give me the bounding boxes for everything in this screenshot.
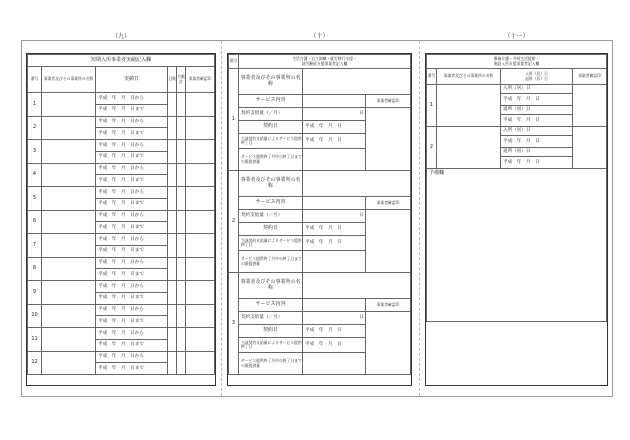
col-number: 番号	[427, 69, 437, 85]
end-date-label: 当該契約支給量によるサービス提供終了日	[239, 338, 303, 353]
contract-amount-field[interactable]: 日	[303, 312, 366, 325]
provided-amount-label: サービス提供終了月中の終了日までの既提供量	[239, 353, 303, 375]
date-to-field[interactable]: 平成 年 月 日まで	[96, 104, 168, 116]
end-date-field[interactable]: 平成 年 月 日	[303, 236, 366, 251]
heading-line-2: 施設入所支援事業者記入欄	[493, 60, 540, 66]
col-number: 番号	[229, 55, 239, 69]
short-stay-heading: 短期入所事業者実績記入欄	[28, 55, 215, 67]
contract-amount-label: 契約支給量（／月）	[239, 108, 303, 121]
date-to-field[interactable]: 平成 年 月 日まで	[96, 222, 168, 234]
residential-frame	[425, 53, 608, 386]
stamp-field[interactable]	[186, 351, 215, 375]
daily-field[interactable]	[177, 281, 186, 305]
date-to-field[interactable]: 平成 年 月 日まで	[96, 339, 168, 351]
table-row	[28, 210, 215, 222]
in-date-label: 入所（居）日	[501, 127, 573, 136]
days-field[interactable]	[168, 281, 177, 305]
row-number: 9	[28, 281, 42, 305]
date-to-field[interactable]: 平成 年 月 日まで	[96, 269, 168, 281]
days-field[interactable]	[168, 351, 177, 375]
daily-activity-frame	[227, 53, 412, 386]
col-out-date: 退所（居）日	[525, 75, 548, 81]
provider-field[interactable]	[42, 304, 96, 328]
service-label: サービス内容	[239, 197, 303, 210]
out-date-label: 退所（居）日	[501, 106, 573, 115]
date-from-field[interactable]: 平成 年 月 日から	[96, 304, 168, 316]
provided-amount-field[interactable]	[303, 251, 366, 273]
table-row	[28, 116, 215, 128]
table-row	[28, 257, 215, 269]
days-field[interactable]	[168, 210, 177, 234]
table-row	[28, 140, 215, 152]
row-number: 5	[28, 187, 42, 211]
table-row	[229, 69, 411, 95]
panel-number: （十一）	[504, 33, 529, 40]
contract-date-label: 契約日	[239, 121, 303, 134]
daily-activity-table	[228, 54, 411, 375]
row-number: 7	[28, 234, 42, 258]
daily-field[interactable]	[177, 140, 186, 164]
out-date-field[interactable]: 平成 年 月 日	[501, 157, 573, 169]
date-to-field[interactable]: 平成 年 月 日まで	[96, 128, 168, 140]
contract-amount-field[interactable]: 日	[303, 210, 366, 223]
table-row	[229, 171, 411, 197]
row-number: 2	[28, 116, 42, 140]
block-number: 3	[229, 273, 239, 375]
daily-field[interactable]	[177, 116, 186, 140]
stamp-field[interactable]	[186, 328, 215, 352]
contract-date-field[interactable]: 平成 年 月 日	[303, 325, 366, 338]
date-from-field[interactable]: 平成 年 月 日から	[96, 93, 168, 105]
provider-field[interactable]	[42, 163, 96, 187]
row-number: 6	[28, 210, 42, 234]
daily-field[interactable]	[177, 257, 186, 281]
provider-field[interactable]	[303, 273, 411, 299]
date-from-field[interactable]: 平成 年 月 日から	[96, 163, 168, 175]
service-label: サービス内容	[239, 299, 303, 312]
panel-daily-activity	[227, 33, 412, 396]
note-field[interactable]: 予備欄	[427, 169, 607, 322]
contract-amount-label: 契約支給量（／月）	[239, 210, 303, 223]
end-date-label: 当該契約支給量によるサービス提供終了日	[239, 134, 303, 149]
table-row	[229, 312, 411, 325]
provided-amount-label: サービス提供終了月中の終了日までの既提供量	[239, 149, 303, 171]
table-row	[28, 304, 215, 316]
table-row	[28, 163, 215, 175]
contract-amount-field[interactable]: 日	[303, 108, 366, 121]
days-field[interactable]	[168, 140, 177, 164]
provided-amount-field[interactable]	[303, 149, 366, 171]
provider-field[interactable]	[42, 281, 96, 305]
short-stay-frame	[26, 53, 216, 386]
certificate-sheet	[21, 33, 613, 397]
table-row	[28, 281, 215, 293]
provider-field[interactable]	[42, 210, 96, 234]
days-field[interactable]	[168, 187, 177, 211]
col-number: 番号	[28, 67, 42, 93]
table-row	[427, 127, 607, 136]
end-date-label: 当該契約支給量によるサービス提供終了日	[239, 236, 303, 251]
daily-activity-heading	[239, 55, 411, 69]
stamp-field[interactable]	[186, 187, 215, 211]
table-row	[229, 108, 411, 121]
daily-field[interactable]	[177, 210, 186, 234]
fold-line	[419, 41, 420, 396]
block-number: 2	[427, 127, 437, 169]
panel-number: （九）	[111, 33, 130, 40]
table-row	[28, 351, 215, 363]
stamp-field[interactable]	[366, 312, 411, 375]
provider-label: 事業者及びその事業所の名称	[239, 69, 303, 95]
residential-table	[426, 54, 607, 322]
contract-date-field[interactable]: 平成 年 月 日	[303, 223, 366, 236]
in-date-field[interactable]: 平成 年 月 日	[501, 94, 573, 106]
service-label: サービス内容	[239, 95, 303, 108]
short-stay-table	[27, 54, 215, 375]
stamp-field[interactable]	[186, 163, 215, 187]
table-row	[229, 299, 411, 312]
stamp-field[interactable]	[186, 257, 215, 281]
date-to-field[interactable]: 平成 年 月 日まで	[96, 316, 168, 328]
stamp-label: 事業者確認印	[366, 95, 411, 108]
daily-field[interactable]	[177, 187, 186, 211]
contract-date-field[interactable]: 平成 年 月 日	[303, 121, 366, 134]
table-row	[28, 234, 215, 246]
in-date-label: 入所（居）日	[501, 85, 573, 94]
days-field[interactable]	[168, 328, 177, 352]
contract-amount-label: 契約支給量（／月）	[239, 312, 303, 325]
stamp-field[interactable]	[573, 85, 607, 127]
date-from-field[interactable]: 平成 年 月 日から	[96, 140, 168, 152]
provider-field[interactable]	[42, 93, 96, 117]
table-row	[28, 187, 215, 199]
stamp-field[interactable]	[186, 234, 215, 258]
date-from-field[interactable]: 平成 年 月 日から	[96, 351, 168, 363]
date-to-field[interactable]: 平成 年 月 日まで	[96, 245, 168, 257]
end-date-field[interactable]: 平成 年 月 日	[303, 338, 366, 353]
panel-residential	[425, 33, 608, 396]
provider-field[interactable]	[437, 85, 501, 127]
col-dates	[501, 69, 573, 85]
stamp-field[interactable]	[366, 108, 411, 171]
provider-field[interactable]	[42, 116, 96, 140]
col-days: 日数	[168, 67, 177, 93]
block-number: 1	[427, 85, 437, 127]
block-number: 1	[229, 69, 239, 171]
date-to-field[interactable]: 平成 年 月 日まで	[96, 175, 168, 187]
block-number: 2	[229, 171, 239, 273]
stamp-field[interactable]	[366, 210, 411, 273]
date-from-field[interactable]: 平成 年 月 日から	[96, 257, 168, 269]
col-provider: 事業者及びその事業所の名称	[42, 67, 96, 93]
table-row	[229, 197, 411, 210]
panel-short-stay	[26, 33, 216, 396]
provided-amount-label: サービス提供終了月中の終了日までの既提供量	[239, 251, 303, 273]
daily-field[interactable]	[177, 351, 186, 375]
stamp-field[interactable]	[186, 93, 215, 117]
table-row	[229, 210, 411, 223]
days-field[interactable]	[168, 116, 177, 140]
col-daily: 月累計	[177, 67, 186, 93]
table-row	[229, 95, 411, 108]
provider-field[interactable]	[42, 257, 96, 281]
row-number: 10	[28, 304, 42, 328]
stamp-field[interactable]	[186, 140, 215, 164]
row-number: 3	[28, 140, 42, 164]
date-to-field[interactable]: 平成 年 月 日まで	[96, 363, 168, 375]
col-provider: 事業者及びその事業所の名称	[437, 69, 501, 85]
date-from-field[interactable]: 平成 年 月 日から	[96, 116, 168, 128]
row-number: 11	[28, 328, 42, 352]
provider-field[interactable]	[42, 234, 96, 258]
provider-label: 事業者及びその事業所の名称	[239, 273, 303, 299]
contract-date-label: 契約日	[239, 223, 303, 236]
date-from-field[interactable]: 平成 年 月 日から	[96, 187, 168, 199]
end-date-field[interactable]: 平成 年 月 日	[303, 134, 366, 149]
table-row	[427, 85, 607, 94]
daily-field[interactable]	[177, 163, 186, 187]
col-stamp: 事業者確認印	[573, 69, 607, 85]
table-row	[28, 328, 215, 340]
provider-field[interactable]	[437, 127, 501, 169]
heading-line-1: 療養介護・共同生活援助・	[493, 56, 540, 62]
service-field[interactable]	[303, 95, 366, 108]
stamp-label: 事業者確認印	[366, 197, 411, 210]
stamp-label: 事業者確認印	[366, 299, 411, 312]
date-to-field[interactable]: 平成 年 月 日まで	[96, 292, 168, 304]
heading-line-2: 就労継続支援事業者記入欄	[301, 60, 348, 66]
stamp-field[interactable]	[186, 116, 215, 140]
table-row	[28, 93, 215, 105]
row-number: 4	[28, 163, 42, 187]
date-to-field[interactable]: 平成 年 月 日まで	[96, 151, 168, 163]
service-field[interactable]	[303, 197, 366, 210]
col-stamp: 事業者確認印	[186, 67, 215, 93]
stamp-field[interactable]	[573, 127, 607, 169]
date-to-field[interactable]: 平成 年 月 日まで	[96, 198, 168, 210]
out-date-label: 退所（居）日	[501, 148, 573, 157]
provider-field[interactable]	[42, 351, 96, 375]
date-from-field[interactable]: 平成 年 月 日から	[96, 234, 168, 246]
table-row	[229, 273, 411, 299]
date-from-field[interactable]: 平成 年 月 日から	[96, 328, 168, 340]
days-field[interactable]	[168, 304, 177, 328]
col-in-date: 入所（居）日	[525, 71, 548, 77]
provider-field[interactable]	[303, 171, 411, 197]
daily-field[interactable]	[177, 304, 186, 328]
contract-date-label: 契約日	[239, 325, 303, 338]
provided-amount-field[interactable]	[303, 353, 366, 375]
days-field[interactable]	[168, 257, 177, 281]
provider-label: 事業者及びその事業所の名称	[239, 171, 303, 197]
row-number: 1	[28, 93, 42, 117]
stamp-field[interactable]	[186, 304, 215, 328]
provider-field[interactable]	[42, 187, 96, 211]
heading-line-1: 生活介護・自立訓練・就労移行支援・	[292, 56, 357, 62]
provider-field[interactable]	[42, 328, 96, 352]
stamp-field[interactable]	[186, 210, 215, 234]
daily-field[interactable]	[177, 234, 186, 258]
days-field[interactable]	[168, 163, 177, 187]
days-field[interactable]	[168, 93, 177, 117]
fold-line	[221, 41, 222, 396]
row-number: 12	[28, 351, 42, 375]
service-field[interactable]	[303, 299, 366, 312]
row-number: 8	[28, 257, 42, 281]
residential-heading	[427, 55, 607, 69]
in-date-field[interactable]: 平成 年 月 日	[501, 136, 573, 148]
provider-field[interactable]	[303, 69, 411, 95]
panel-number: （十）	[310, 33, 329, 40]
stamp-field[interactable]	[186, 281, 215, 305]
daily-field[interactable]	[177, 328, 186, 352]
days-field[interactable]	[168, 234, 177, 258]
provider-field[interactable]	[42, 140, 96, 164]
col-period: 実績日	[96, 67, 168, 93]
date-from-field[interactable]: 平成 年 月 日から	[96, 210, 168, 222]
daily-field[interactable]	[177, 93, 186, 117]
out-date-field[interactable]: 平成 年 月 日	[501, 115, 573, 127]
date-from-field[interactable]: 平成 年 月 日から	[96, 281, 168, 293]
